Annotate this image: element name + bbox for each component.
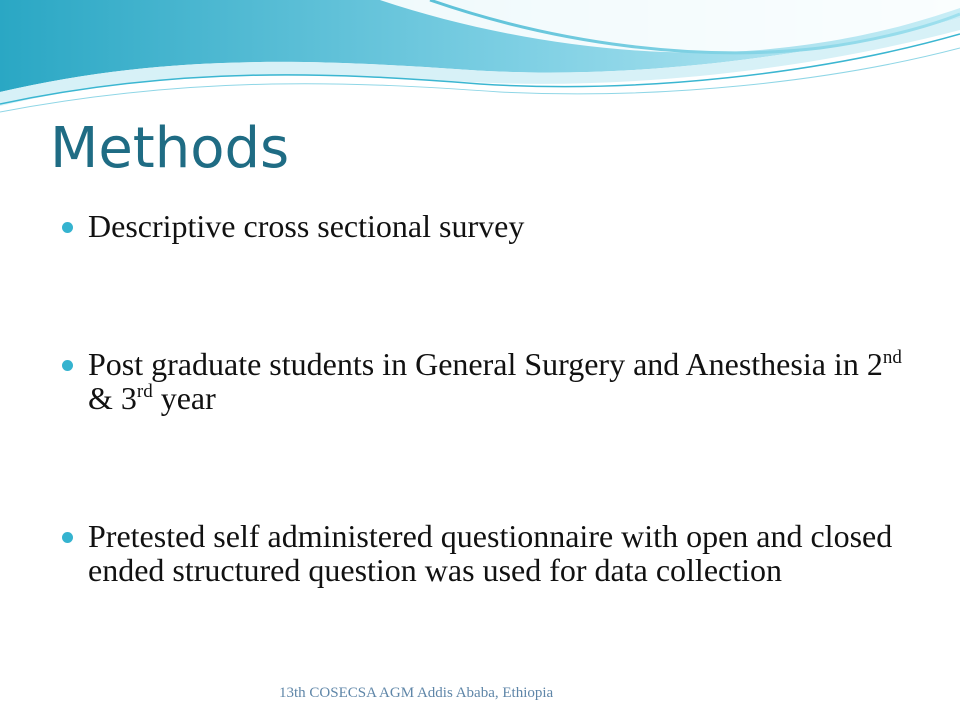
bullet-item xyxy=(62,347,922,415)
superscript: nd xyxy=(882,347,902,368)
slide-footer: 13th COSECSA AGM Addis Ababa, Ethiopia xyxy=(279,685,554,701)
bullet-dot-icon xyxy=(62,360,73,371)
slide-title: Methods xyxy=(50,116,290,181)
header-wave-decoration xyxy=(0,0,960,120)
bullet-item xyxy=(62,519,922,587)
bullet-dot-icon xyxy=(62,532,73,543)
bullet-item xyxy=(62,209,922,243)
bullet-text: Pretested self administered questionnaire with open and closed ended structured question was used for data collection xyxy=(88,518,893,588)
bullet-dot-icon xyxy=(62,222,73,233)
bullet-text: Post graduate students in General Surgery and Anesthesia in 2nd & 3rd year xyxy=(88,346,902,416)
bullet-text: Descriptive cross sectional survey xyxy=(88,208,525,244)
superscript: rd xyxy=(136,381,153,402)
